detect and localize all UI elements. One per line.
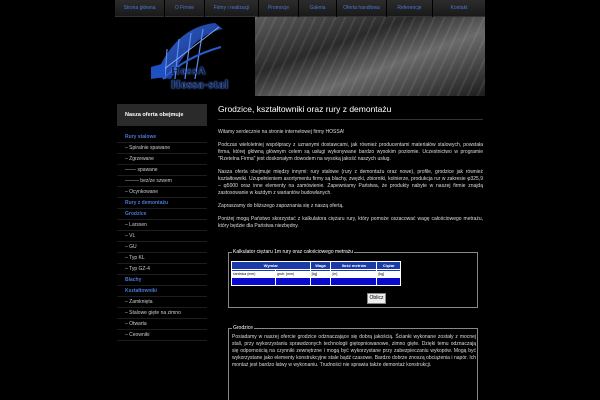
logo-big-text: Hossa-stal [171, 77, 229, 91]
sidebar-item[interactable]: – Stalowe gięte na zimno [117, 308, 207, 319]
sidebar-item[interactable]: – VL [117, 231, 207, 242]
grodzice-text: Posiadamy w naszej ofercie grodzice odznaczające się dobrą jakością. Ścianki wykonane zostały z mocnej stali, przy wykorzystaniu sprawdzonych technologii giętopniowanowe, zimno gięte. Dzięki temu odznaczają się odpornością na czynniki zewnętrzne i mogą być wykorzystane przy zabezpieczaniu wykopów. Mogą być wykorzystane jako elementy konstrukcyjne stale bądź czasowe. Bardzo dobrze znoszą obciążenia i napór. Ich montaż jest bardzo łatwy w wykonaniu. Trudności nie sprawia także demontaż konstrukcji. [232, 334, 476, 368]
sidebar-item[interactable]: – Typ KL [117, 253, 207, 264]
header-banner [115, 17, 485, 96]
sidebar-title: Nasza oferta obejmuje [117, 104, 207, 126]
page-title: Grodzice, kształtowniki oraz rury z demontażu [218, 104, 483, 120]
weight-calculator [228, 249, 478, 308]
sidebar-item[interactable]: – Zgrzewane [117, 154, 207, 165]
nav-item-contact[interactable]: Kontakt [450, 5, 468, 11]
sidebar-item[interactable]: – GU [117, 242, 207, 253]
nav-item-gallery[interactable]: Galeria [299, 0, 337, 17]
diameter-unit-label: średnica (mm) [232, 271, 275, 277]
thickness-input[interactable] [276, 278, 310, 285]
calculate-button[interactable]: Oblicz [367, 293, 386, 304]
calculator-intro: Poniżej mogą Państwo skorzystać z kalkulatora ciężaru rury, który pomoże oszacować wagę całościowego metrażu, który będzie dla Państwa niezbędny. [218, 216, 483, 229]
logo-area[interactable] [115, 17, 255, 96]
grodzice-legend: Grodzice [233, 325, 254, 331]
sidebar-item[interactable]: – Zamknięta [117, 297, 207, 308]
sidebar-item[interactable]: – Typ GZ-4 [117, 264, 207, 275]
top-navigation [115, 0, 485, 17]
sidebar [117, 104, 207, 400]
nav-item-about[interactable]: O Firmie [165, 0, 205, 17]
header-weight: Waga [310, 262, 331, 270]
sidebar-item[interactable]: – Spiralnie spawane [117, 143, 207, 154]
weight-unit-label: [kg] [311, 271, 331, 277]
sidebar-item[interactable]: – Otwarta [117, 319, 207, 330]
invite-paragraph: Zapraszamy do bliższego zapoznania się z naszą ofertą. [218, 203, 344, 209]
sidebar-item[interactable]: – Larssen [117, 220, 207, 231]
header-total: Ciężar [377, 262, 401, 270]
calculator-legend: Kalkulator ciężaru 1m rury oraz całościowego metrażu [233, 249, 354, 255]
sidebar-category[interactable]: Kształtowniki [117, 286, 207, 297]
logo-small-text: HossA [171, 65, 207, 77]
main-content [218, 104, 483, 400]
unit-thickness-cell [276, 270, 311, 278]
weight-output [311, 278, 331, 285]
logo-text [145, 65, 240, 91]
header-meters: Ilość metrów [331, 262, 377, 270]
offer-paragraph: Nasza oferta obejmuje między innymi: rury stalowe (rury z demontażu oraz nowe), profile, grodzice jak również kształtowniki. Uzupełnieniem asortymentu firmy są blachy, zwężki, zbiorniki, kolnierze, produkcja rur w zakresie φ325,9 – φ5000 oraz inne elementy na zamówienie. Zapewniamy Państwa, że produkty nabyte w naszej firmie znajdą zastosowanie w każdym z wariantów budowlanych. [218, 169, 483, 196]
nav-item-promotions[interactable]: Promocje [259, 0, 299, 17]
thickness-unit-label: grub. (mm) [276, 271, 310, 277]
header-dimension: Wymiar [232, 262, 311, 270]
sidebar-item[interactable]: – Ocynkowane [117, 187, 207, 198]
sidebar-category[interactable]: Rury z demontażu [117, 198, 207, 209]
nav-item-realizations[interactable]: Firmy i realizacji [205, 0, 259, 17]
meters-input[interactable] [331, 278, 376, 285]
nav-item-references[interactable]: Referencje [387, 0, 433, 17]
meters-unit-label: [m] [331, 271, 376, 277]
sidebar-list [117, 132, 207, 341]
unit-total-cell [377, 270, 401, 278]
total-unit-label: [kg] [377, 271, 400, 277]
sidebar-item[interactable]: – Ceowniki [117, 330, 207, 341]
diameter-input[interactable] [232, 278, 275, 285]
sidebar-category[interactable]: Rury stalowe [117, 132, 207, 143]
nav-item-home[interactable]: Strona główna [115, 0, 165, 17]
intro-paragraph: Podczas wieloletniej współpracy z uznanymi dostawcami, jak również producentami materiałów stalowych, powstała firma, której główną głównym celem są usługi wykonywane bardzo wysokim poziomie. Uczestnictwo w programie "Rzetelna Firma" jest doskonałym dowodem na wysoką jakość naszych usług. [218, 142, 483, 162]
unit-meters-cell [331, 270, 377, 278]
factory-photo [255, 17, 485, 96]
unit-diameter-cell [232, 270, 276, 278]
sidebar-item[interactable]: –––– spawane [117, 165, 207, 176]
total-output [377, 278, 400, 285]
sidebar-category[interactable]: Blachy [117, 275, 207, 286]
grodzice-section [228, 325, 478, 400]
sidebar-category[interactable]: Grodzice [117, 209, 207, 220]
sidebar-item[interactable]: ––––– bez/ze szwem [117, 176, 207, 187]
welcome-text: Witamy serdecznie na stronie internetowej firmy HOSSA! [218, 129, 345, 135]
nav-item-offer[interactable]: Oferta handlowa [337, 0, 387, 17]
unit-weight-cell [310, 270, 331, 278]
calculator-table [231, 261, 401, 286]
